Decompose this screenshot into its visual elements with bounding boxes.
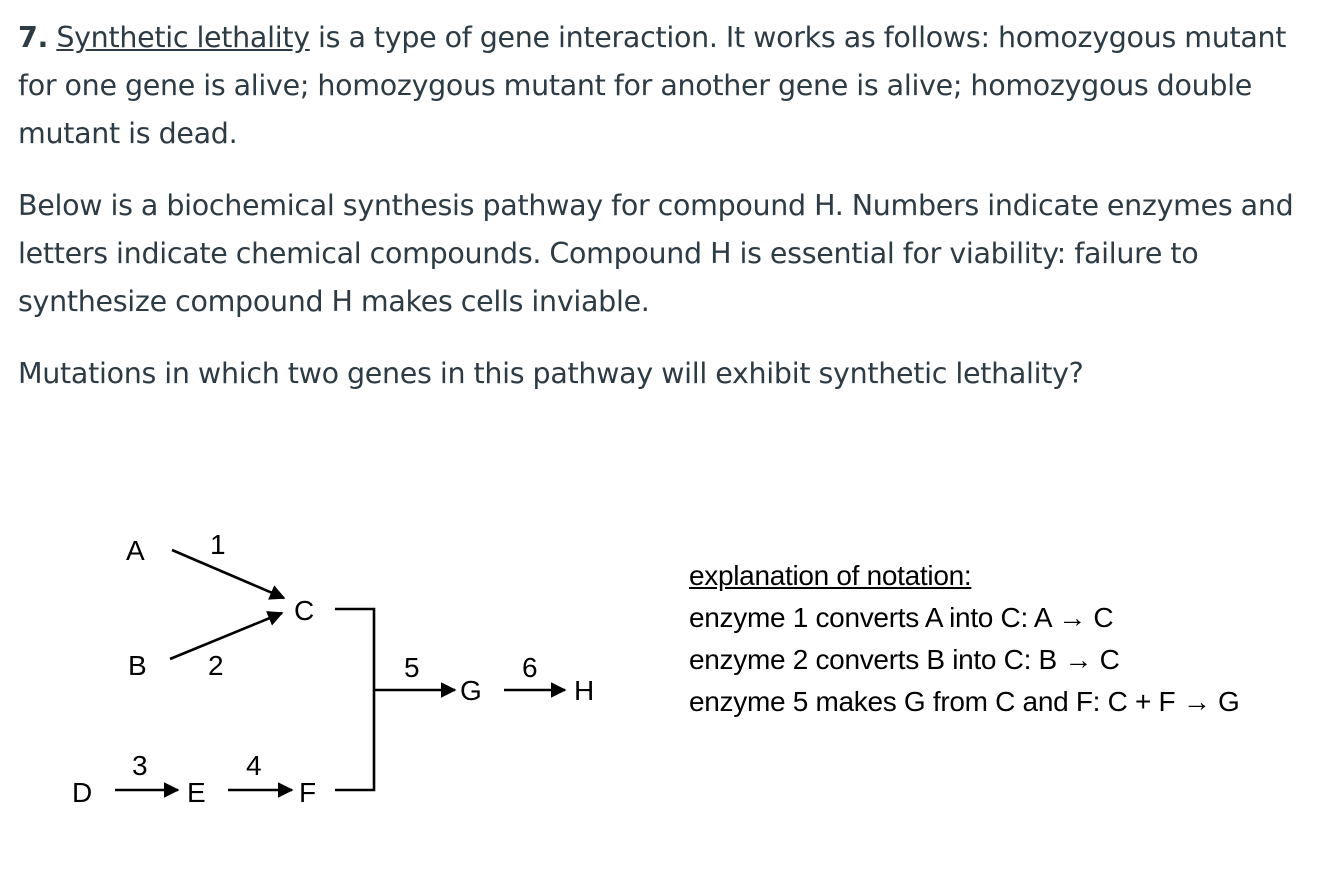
notation-line-enzyme-5: enzyme 5 makes G from C and F: C + F → G (689, 686, 1240, 717)
question-intro (18, 14, 1308, 158)
enzyme-1-label: 1 (210, 529, 226, 560)
intro-text: is a type of gene interaction. It works as follows: homozygous mutant for one gene is alive; homozygous mutant for another gene is alive; homozygous double mutant is dead. (18, 21, 1287, 150)
compound-f: F (299, 777, 317, 808)
merge-bracket (335, 609, 374, 790)
notation-legend (689, 555, 1319, 723)
compound-c: C (294, 595, 315, 626)
enzyme-3-label: 3 (132, 750, 148, 781)
compound-h: H (574, 675, 595, 706)
diagram-area (0, 500, 1326, 830)
enzyme-6-label: 6 (522, 652, 538, 683)
enzyme-2-label: 2 (208, 650, 224, 681)
key-term: Synthetic lethality (56, 21, 310, 54)
compound-e: E (187, 777, 206, 808)
notation-line-enzyme-1: enzyme 1 converts A into C: A → C (689, 602, 1114, 633)
compound-b: B (128, 650, 147, 681)
question-prompt: Mutations in which two genes in this pathway will exhibit synthetic lethality? (18, 357, 1084, 390)
compound-a: A (126, 535, 145, 566)
compound-g: G (460, 675, 482, 706)
notation-heading: explanation of notation: (689, 560, 972, 591)
arrow-b-to-c (170, 613, 282, 659)
enzyme-5-label: 5 (404, 652, 420, 683)
pathway-diagram (0, 500, 640, 820)
enzyme-4-label: 4 (246, 750, 262, 781)
compound-d: D (72, 777, 93, 808)
pathway-description: Below is a biochemical synthesis pathway for compound H. Numbers indicate enzymes and letters indicate chemical compounds. Compound H is essential for viability: failure to synthesize compound H makes cells inviable. (18, 189, 1294, 318)
arrow-a-to-c (172, 550, 284, 598)
notation-line-enzyme-2: enzyme 2 converts B into C: B → C (689, 644, 1120, 675)
question-block (18, 14, 1313, 398)
question-number: 7. (18, 21, 49, 54)
